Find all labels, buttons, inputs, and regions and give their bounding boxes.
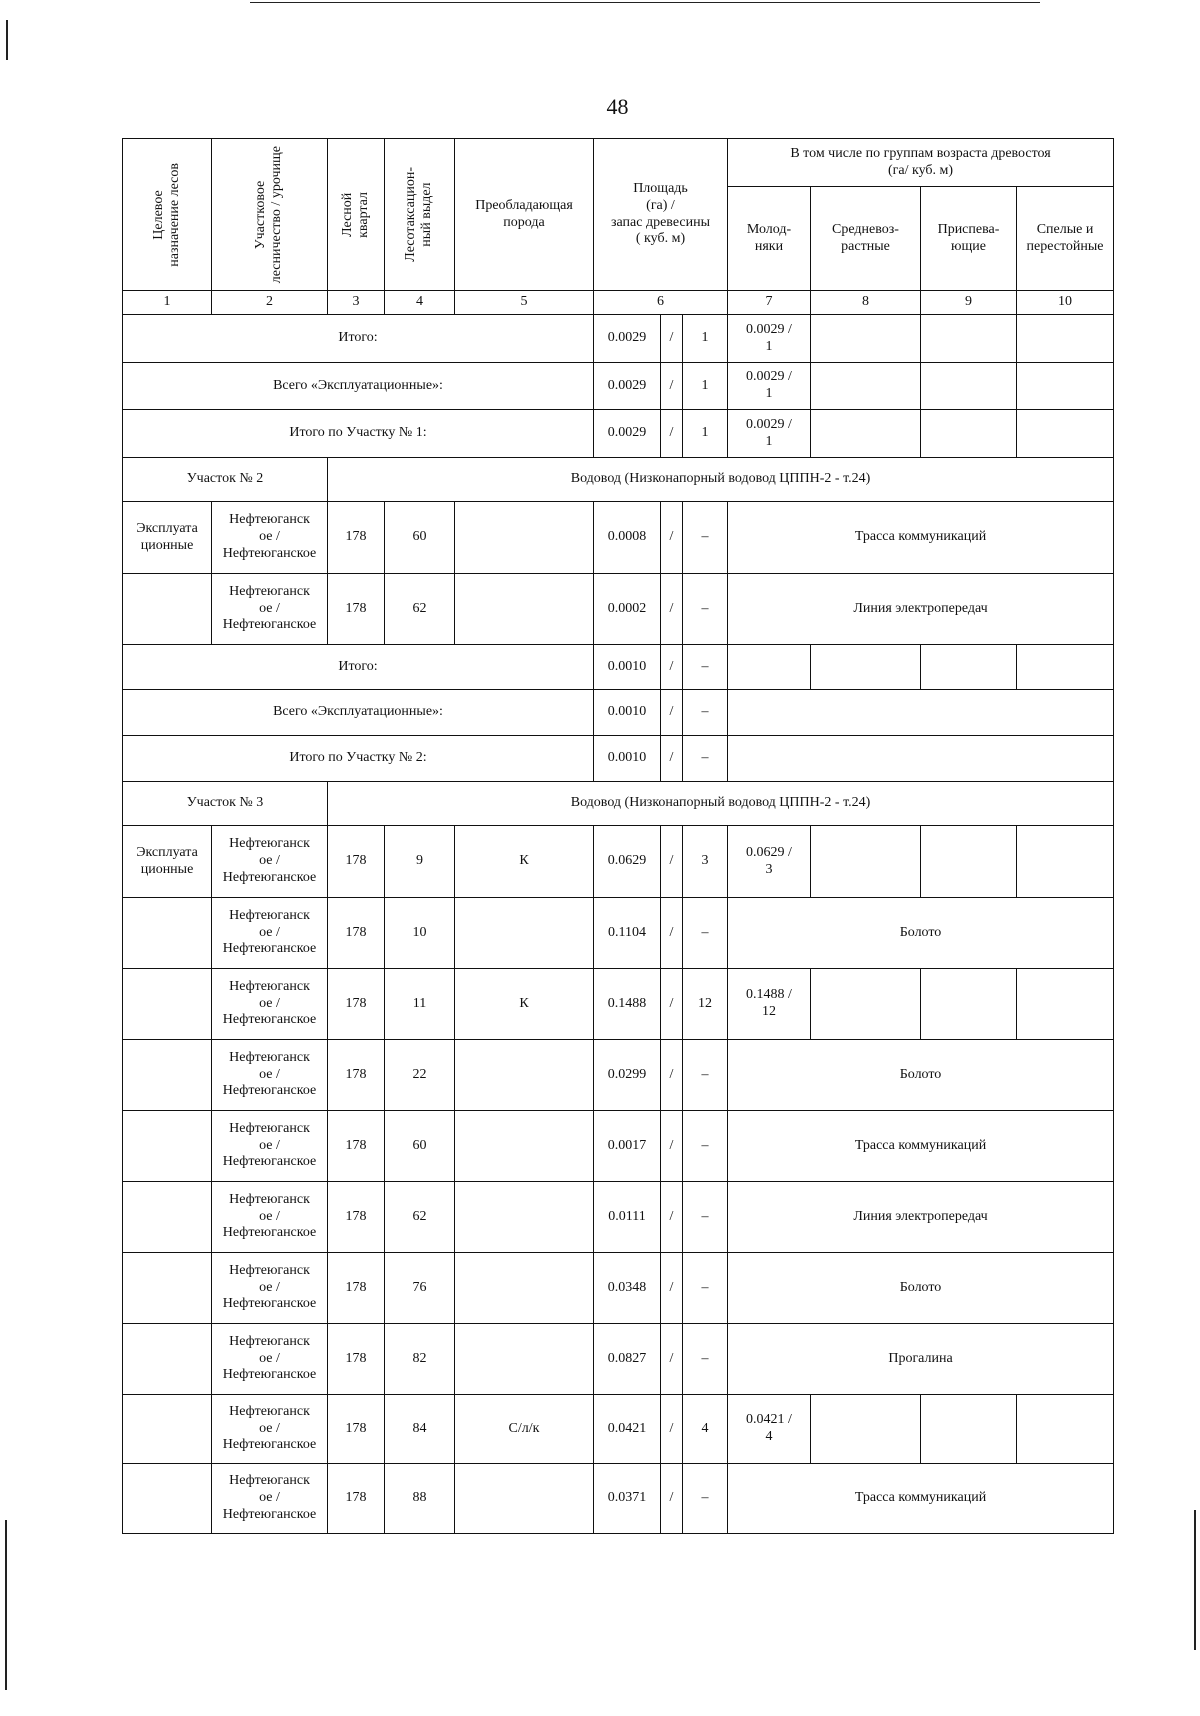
slash: / (661, 363, 683, 410)
slash: / (661, 969, 683, 1040)
section-object: Водовод (Низконапорный водовод ЦППН-2 - т.24) (328, 458, 1114, 502)
summary-label: Итого: (123, 645, 594, 690)
area-value: 0.0629 (594, 826, 661, 898)
species (455, 898, 594, 969)
land-note: Трасса коммуникаций (728, 502, 1114, 574)
slash: / (661, 574, 683, 645)
col-number: 7 (728, 291, 811, 315)
land-note: Болото (728, 898, 1114, 969)
species (455, 1040, 594, 1111)
col-number: 1 (123, 291, 212, 315)
section-header (123, 458, 1114, 502)
summary-row (123, 315, 1114, 363)
slash: / (661, 645, 683, 690)
empty-cell (728, 645, 811, 690)
forest-table (122, 138, 1114, 1534)
slash: / (661, 898, 683, 969)
empty-cell (1017, 363, 1114, 410)
stock-value: 1 (683, 315, 728, 363)
species: К (455, 826, 594, 898)
quarter: 178 (328, 1395, 385, 1464)
header-forestry: Участковое лесничество / урочище (212, 139, 328, 291)
empty-cell (1017, 969, 1114, 1040)
species (455, 574, 594, 645)
header-species: Преобладающая порода (455, 139, 594, 291)
empty-cell (921, 645, 1017, 690)
plot: 22 (385, 1040, 455, 1111)
summary-label: Итого по Участку № 2: (123, 736, 594, 782)
young-value: 0.0029 / 1 (728, 363, 811, 410)
data-row (123, 1324, 1114, 1395)
empty-cell (728, 736, 1114, 782)
data-row (123, 1111, 1114, 1182)
young-value: 0.0029 / 1 (728, 410, 811, 458)
section-header (123, 782, 1114, 826)
land-note: Трасса коммуникаций (728, 1111, 1114, 1182)
land-note: Трасса коммуникаций (728, 1464, 1114, 1534)
area-value: 0.0010 (594, 690, 661, 736)
area-value: 0.1104 (594, 898, 661, 969)
header-young: Молод- няки (728, 187, 811, 291)
stock-value: 1 (683, 410, 728, 458)
stock-value: – (683, 736, 728, 782)
stock-value: – (683, 898, 728, 969)
section-title: Участок № 2 (123, 458, 328, 502)
forestry: Нефтеюганск ое / Нефтеюганское (212, 1040, 328, 1111)
data-row (123, 826, 1114, 898)
scan-edge-top (250, 2, 1040, 3)
species (455, 1111, 594, 1182)
plot: 84 (385, 1395, 455, 1464)
stock-value: – (683, 1464, 728, 1534)
summary-label: Всего «Эксплуатационные»: (123, 363, 594, 410)
data-row (123, 1040, 1114, 1111)
summary-row (123, 736, 1114, 782)
empty-cell (811, 645, 921, 690)
plot: 60 (385, 1111, 455, 1182)
forestry: Нефтеюганск ое / Нефтеюганское (212, 898, 328, 969)
purpose (123, 574, 212, 645)
land-note: Прогалина (728, 1324, 1114, 1395)
area-value: 0.0029 (594, 315, 661, 363)
slash: / (661, 1040, 683, 1111)
stock-value: – (683, 690, 728, 736)
col-number: 10 (1017, 291, 1114, 315)
young-value: 0.0421 / 4 (728, 1395, 811, 1464)
quarter: 178 (328, 1182, 385, 1253)
purpose (123, 898, 212, 969)
empty-cell (811, 315, 921, 363)
purpose (123, 1111, 212, 1182)
slash: / (661, 1324, 683, 1395)
empty-cell (921, 363, 1017, 410)
col-number: 4 (385, 291, 455, 315)
header-age-groups: В том числе по группам возраста древостоя (га/ куб. м) (728, 139, 1114, 187)
slash: / (661, 826, 683, 898)
species: С/л/к (455, 1395, 594, 1464)
slash: / (661, 1395, 683, 1464)
col-number: 8 (811, 291, 921, 315)
quarter: 178 (328, 898, 385, 969)
quarter: 178 (328, 826, 385, 898)
quarter: 178 (328, 1324, 385, 1395)
plot: 11 (385, 969, 455, 1040)
header-middle-aged: Средневоз- растные (811, 187, 921, 291)
land-note: Болото (728, 1253, 1114, 1324)
empty-cell (921, 969, 1017, 1040)
area-value: 0.1488 (594, 969, 661, 1040)
area-value: 0.0371 (594, 1464, 661, 1534)
data-row (123, 1395, 1114, 1464)
col-number: 5 (455, 291, 594, 315)
header-maturing: Приспева- ющие (921, 187, 1017, 291)
plot: 62 (385, 1182, 455, 1253)
data-row (123, 1464, 1114, 1534)
summary-label: Итого: (123, 315, 594, 363)
quarter: 178 (328, 502, 385, 574)
area-value: 0.0010 (594, 645, 661, 690)
plot: 88 (385, 1464, 455, 1534)
area-value: 0.0029 (594, 410, 661, 458)
stock-value: – (683, 1253, 728, 1324)
purpose (123, 1182, 212, 1253)
col-number: 6 (594, 291, 728, 315)
summary-row (123, 690, 1114, 736)
empty-cell (921, 315, 1017, 363)
forestry: Нефтеюганск ое / Нефтеюганское (212, 1253, 328, 1324)
empty-cell (921, 826, 1017, 898)
section-title: Участок № 3 (123, 782, 328, 826)
area-value: 0.0421 (594, 1395, 661, 1464)
slash: / (661, 1182, 683, 1253)
slash: / (661, 410, 683, 458)
empty-cell (1017, 410, 1114, 458)
quarter: 178 (328, 1464, 385, 1534)
young-value: 0.0629 / 3 (728, 826, 811, 898)
empty-cell (811, 410, 921, 458)
area-value: 0.0827 (594, 1324, 661, 1395)
slash: / (661, 1464, 683, 1534)
forestry: Нефтеюганск ое / Нефтеюганское (212, 1111, 328, 1182)
slash: / (661, 315, 683, 363)
data-row (123, 969, 1114, 1040)
data-row (123, 1182, 1114, 1253)
area-value: 0.0010 (594, 736, 661, 782)
page-number: 48 (606, 94, 629, 119)
empty-cell (921, 410, 1017, 458)
scan-edge-left (6, 20, 8, 60)
col-number: 2 (212, 291, 328, 315)
section-object: Водовод (Низконапорный водовод ЦППН-2 - т.24) (328, 782, 1114, 826)
stock-value: – (683, 1182, 728, 1253)
slash: / (661, 1253, 683, 1324)
col-number: 9 (921, 291, 1017, 315)
data-row (123, 1253, 1114, 1324)
stock-value: 12 (683, 969, 728, 1040)
stock-value: – (683, 645, 728, 690)
empty-cell (1017, 315, 1114, 363)
quarter: 178 (328, 1040, 385, 1111)
plot: 62 (385, 574, 455, 645)
summary-label: Итого по Участку № 1: (123, 410, 594, 458)
species (455, 502, 594, 574)
header-quarter: Лесной квартал (328, 139, 385, 291)
plot: 60 (385, 502, 455, 574)
summary-label: Всего «Эксплуатационные»: (123, 690, 594, 736)
area-value: 0.0299 (594, 1040, 661, 1111)
slash: / (661, 1111, 683, 1182)
quarter: 178 (328, 969, 385, 1040)
stock-value: – (683, 1324, 728, 1395)
forestry: Нефтеюганск ое / Нефтеюганское (212, 574, 328, 645)
empty-cell (1017, 826, 1114, 898)
empty-cell (728, 690, 1114, 736)
species: К (455, 969, 594, 1040)
young-value: 0.1488 / 12 (728, 969, 811, 1040)
stock-value: – (683, 574, 728, 645)
scan-edge-right (1194, 1510, 1196, 1650)
stock-value: – (683, 1111, 728, 1182)
quarter: 178 (328, 574, 385, 645)
purpose: Эксплуата ционные (123, 502, 212, 574)
data-row (123, 574, 1114, 645)
plot: 9 (385, 826, 455, 898)
purpose (123, 1253, 212, 1324)
stock-value: 3 (683, 826, 728, 898)
summary-row (123, 363, 1114, 410)
data-row (123, 898, 1114, 969)
plot: 76 (385, 1253, 455, 1324)
slash: / (661, 502, 683, 574)
quarter: 178 (328, 1253, 385, 1324)
area-value: 0.0111 (594, 1182, 661, 1253)
data-row (123, 502, 1114, 574)
header-area: Площадь (га) / запас древесины ( куб. м) (594, 139, 728, 291)
header-mature: Спелые и перестойные (1017, 187, 1114, 291)
species (455, 1464, 594, 1534)
land-note: Линия электропередач (728, 1182, 1114, 1253)
land-note: Линия электропередач (728, 574, 1114, 645)
purpose (123, 969, 212, 1040)
empty-cell (811, 969, 921, 1040)
plot: 82 (385, 1324, 455, 1395)
purpose (123, 1464, 212, 1534)
empty-cell (811, 1395, 921, 1464)
forestry: Нефтеюганск ое / Нефтеюганское (212, 1464, 328, 1534)
empty-cell (1017, 645, 1114, 690)
area-value: 0.0002 (594, 574, 661, 645)
purpose (123, 1040, 212, 1111)
column-number-row (123, 291, 1114, 315)
young-value: 0.0029 / 1 (728, 315, 811, 363)
species (455, 1253, 594, 1324)
stock-value: – (683, 1040, 728, 1111)
area-value: 0.0348 (594, 1253, 661, 1324)
purpose (123, 1324, 212, 1395)
empty-cell (811, 826, 921, 898)
area-value: 0.0008 (594, 502, 661, 574)
summary-row (123, 410, 1114, 458)
empty-cell (811, 363, 921, 410)
col-number: 3 (328, 291, 385, 315)
forestry: Нефтеюганск ое / Нефтеюганское (212, 1324, 328, 1395)
species (455, 1324, 594, 1395)
area-value: 0.0017 (594, 1111, 661, 1182)
species (455, 1182, 594, 1253)
stock-value: 4 (683, 1395, 728, 1464)
slash: / (661, 690, 683, 736)
scan-edge-left-2 (5, 1520, 7, 1690)
purpose: Эксплуата ционные (123, 826, 212, 898)
empty-cell (1017, 1395, 1114, 1464)
stock-value: 1 (683, 363, 728, 410)
plot: 10 (385, 898, 455, 969)
header-plot: Лесотаксацион- ный выдел (385, 139, 455, 291)
empty-cell (921, 1395, 1017, 1464)
quarter: 178 (328, 1111, 385, 1182)
land-note: Болото (728, 1040, 1114, 1111)
area-value: 0.0029 (594, 363, 661, 410)
forestry: Нефтеюганск ое / Нефтеюганское (212, 1395, 328, 1464)
forestry: Нефтеюганск ое / Нефтеюганское (212, 826, 328, 898)
header-purpose: Целевое назначение лесов (123, 139, 212, 291)
forestry: Нефтеюганск ое / Нефтеюганское (212, 502, 328, 574)
purpose (123, 1395, 212, 1464)
forestry: Нефтеюганск ое / Нефтеюганское (212, 969, 328, 1040)
stock-value: – (683, 502, 728, 574)
summary-row (123, 645, 1114, 690)
forestry: Нефтеюганск ое / Нефтеюганское (212, 1182, 328, 1253)
slash: / (661, 736, 683, 782)
